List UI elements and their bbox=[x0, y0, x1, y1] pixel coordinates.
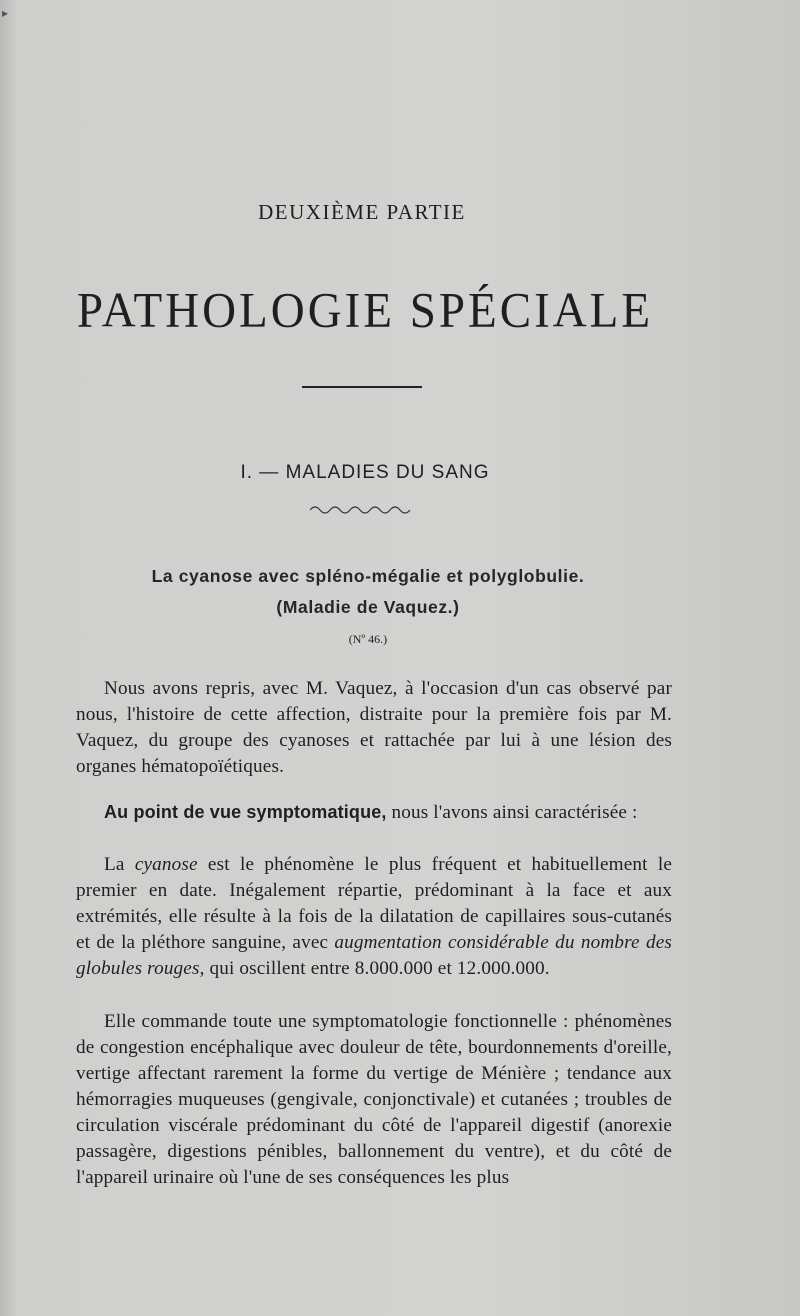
title-rule bbox=[302, 386, 422, 388]
section-title: PATHOLOGIE SPÉCIALE bbox=[76, 283, 654, 339]
paragraph-cyanose bbox=[76, 852, 672, 982]
paragraph-text-rest: nous l'avons ainsi caractérisée : bbox=[386, 802, 638, 823]
part-heading: DEUXIÈME PARTIE bbox=[258, 200, 466, 224]
chapter-heading: I. — MALADIES DU SANG bbox=[240, 462, 490, 483]
article-title: La cyanose avec spléno-mégalie et polyglobulie. bbox=[151, 566, 585, 586]
article-subtitle: (Maladie de Vaquez.) bbox=[276, 597, 460, 617]
paragraph-intro bbox=[76, 676, 672, 780]
page-margin-mark: ▸ bbox=[2, 6, 9, 20]
article-number: (Nº 46.) bbox=[348, 632, 388, 646]
ornament-divider bbox=[310, 500, 415, 516]
paragraph-text: La cyanose est le phénomène le plus fréquent et habituellement le premier en date. Inégalement répartie, prédominant à la face et aux extrémités, elle résulte à la fois de la dilatation de capillaires sous-cutanés et de la pléthore sanguine, avec augmentation considérable du nombre des globules rouges, qui oscillent entre 8.000.000 et 12.000.000. bbox=[76, 854, 673, 979]
paragraph-text: Elle commande toute une symptomatologie fonctionnelle : phénomènes de congestion encéphalique avec douleur de tête, bourdonnements d'oreille, vertige affectant rarement la forme du vertige de Ménière ; tendance aux hémorragies muqueuses (gengivale, conjonctivale) et cutanées ; troubles de circulation viscérale prédominant du côté de l'appareil digestif (anorexie passagère, digestions pénibles, ballonnement du ventre), et du côté de l'appareil urinaire où l'une de ses conséquences les plus bbox=[76, 1011, 672, 1188]
symptom-heading: Au point de vue symptomatique, bbox=[104, 802, 387, 822]
paragraph-symptomatology bbox=[76, 1009, 672, 1191]
paragraph-symptoms-intro bbox=[76, 799, 672, 826]
paragraph-text: Nous avons repris, avec M. Vaquez, à l'occasion d'un cas observé par nous, l'histoire de cette affection, distraite pour la première fois par M. Vaquez, du groupe des cyanoses et rattachée par lui à une lésion des organes hématopoïétiques. bbox=[76, 678, 672, 777]
paragraph-text bbox=[76, 799, 672, 826]
